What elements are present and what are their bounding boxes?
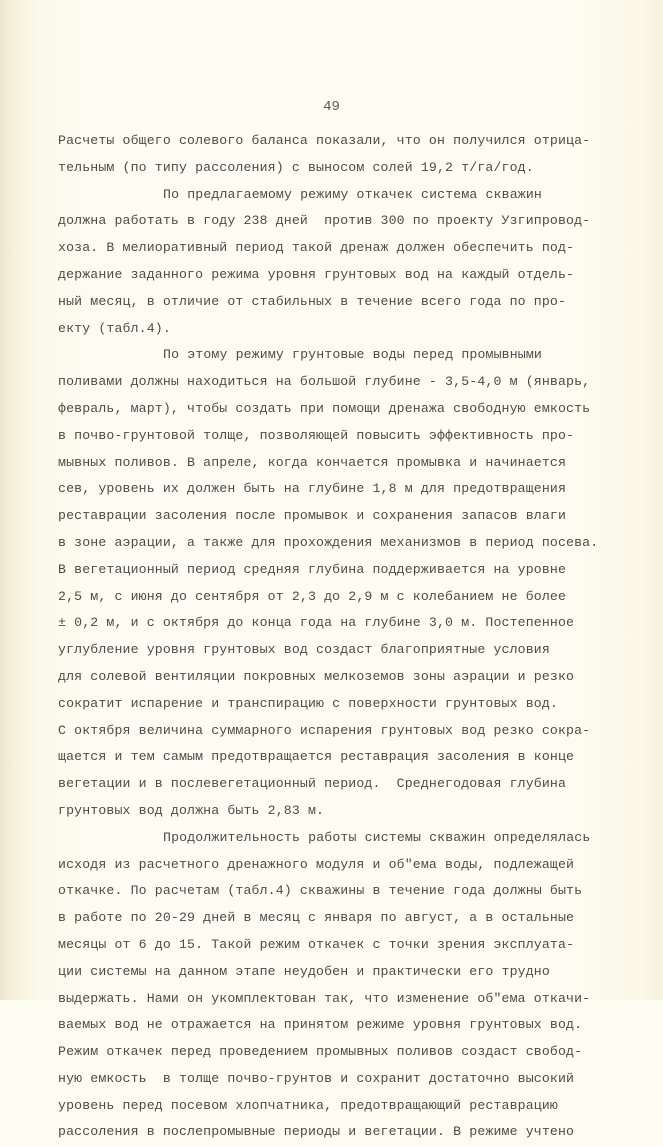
text-line: ± 0,2 м, и с октября до конца года на глубине 3,0 м. Постепенное bbox=[58, 615, 575, 631]
text-line: сократит испарение и транспирацию с поверхности грунтовых вод. bbox=[58, 695, 558, 711]
text-line: екту (табл.4). bbox=[58, 320, 171, 336]
text-line: В вегетационный период средняя глубина поддерживается на уровне bbox=[58, 561, 567, 577]
text-line: откачке. По расчетам (табл.4) скважины в течение года должны быть bbox=[58, 883, 583, 899]
text-line: 2,5 м, с июня до сентября от 2,3 до 2,9 м с колебанием не более bbox=[58, 588, 567, 604]
text-line: должна работать в году 238 дней против 300 по проекту Узгипровод- bbox=[58, 213, 591, 229]
text-line: Расчеты общего солевого баланса показали, что он получился отрица- bbox=[58, 133, 591, 148]
text-line: исходя из расчетного дренажного модуля и об"ема воды, подлежащей bbox=[58, 856, 575, 872]
text-line: выдержать. Нами он укомплектован так, что изменение об"ема откачи- bbox=[58, 990, 591, 1006]
text-line: реставрации засоления после промывок и сохранения запасов влаги bbox=[58, 508, 567, 524]
text-line: месяцы от 6 до 15. Такой режим откачек с точки зрения эксплуата- bbox=[58, 936, 575, 952]
text-line: сев, уровень их должен быть на глубине 1,8 м для предотвращения bbox=[58, 481, 567, 497]
text-line: грунтовых вод должна быть 2,83 м. bbox=[58, 802, 325, 818]
text-line: в почво-грунтовой толще, позволяющей повысить эффективность про- bbox=[58, 427, 575, 443]
text-line: щается и тем самым предотвращается реставрация засоления в конце bbox=[58, 749, 575, 765]
text-line: для солевой вентиляции покровных мелкоземов зоны аэрации и резко bbox=[58, 668, 575, 684]
text-line: углубление уровня грунтовых вод создаст благоприятные условия bbox=[58, 642, 550, 658]
text-line: февраль, март), чтобы создать при помощи дренажа свободную емкость bbox=[58, 400, 591, 416]
text-line: ный месяц, в отличие от стабильных в течение всего года по про- bbox=[58, 293, 567, 309]
text-line: мывных поливов. В апреле, когда кончается промывка и начинается bbox=[58, 454, 567, 470]
text-line: Режим откачек перед проведением промывных поливов создаст свобод- bbox=[58, 1044, 583, 1060]
text-line: держание заданного режима уровня грунтовых вод на каждый отдель- bbox=[58, 266, 575, 282]
text-line: поливами должны находиться на большой глубине - 3,5-4,0 м (январь, bbox=[58, 374, 591, 390]
text-line: ции системы на данном этапе неудобен и практически его трудно bbox=[58, 963, 550, 979]
text-line: в зоне аэрации, а также для прохождения механизмов в период посева. bbox=[58, 534, 599, 550]
body-text bbox=[58, 128, 618, 1146]
page-number: 49 bbox=[323, 99, 340, 115]
text-line: По этому режиму грунтовые воды перед промывными bbox=[163, 347, 542, 363]
text-line: рассоления в послепромывные периоды и вегетации. В режиме учтено bbox=[58, 1124, 575, 1140]
text-line: вегетации и в послевегетационный период. Среднегодовая глубина bbox=[58, 776, 567, 792]
text-line: уровень перед посевом хлопчатника, предотвращающий реставрацию bbox=[58, 1097, 558, 1113]
text-line: По предлагаемому режиму откачек система скважин bbox=[163, 186, 542, 202]
text-line: в работе по 20-29 дней в месяц с января по август, а в остальные bbox=[58, 910, 575, 926]
text-line: Продолжительность работы системы скважин определялась bbox=[163, 829, 591, 845]
text-line: хоза. В мелиоративный период такой дренаж должен обеспечить под- bbox=[58, 240, 575, 256]
text-line: тельным (по типу рассоления) с выносом солей 19,2 т/га/год. bbox=[58, 159, 534, 175]
text-line: ваемых вод не отражается на принятом режиме уровня грунтовых вод. bbox=[58, 1017, 583, 1033]
text-line: ную емкость в толще почво-грунтов и сохранит достаточно высокий bbox=[58, 1070, 575, 1086]
text-line: С октября величина суммарного испарения грунтовых вод резко сокра- bbox=[58, 722, 591, 738]
